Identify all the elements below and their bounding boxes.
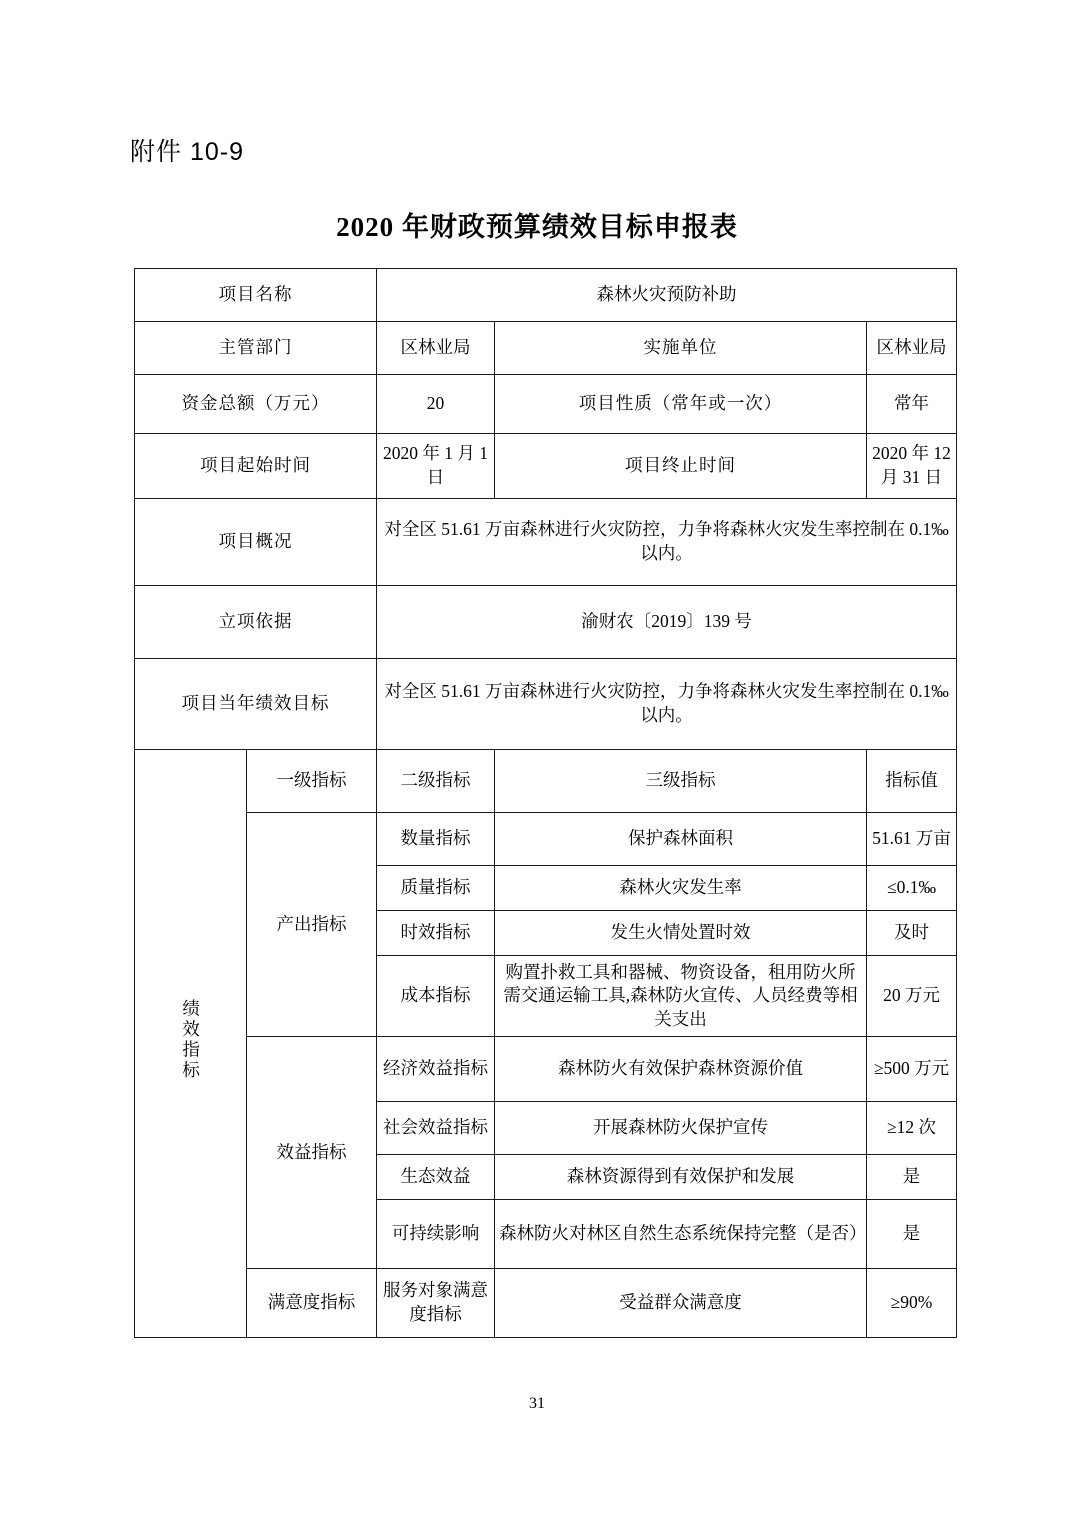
table-row: [135, 322, 957, 375]
level2-label: 数量指标: [377, 813, 495, 866]
header-level3: 三级指标: [495, 750, 867, 813]
basis-label: 立项依据: [135, 586, 377, 659]
table-row: [135, 1269, 957, 1338]
level2-label: 质量指标: [377, 866, 495, 911]
nature-label: 项目性质（常年或一次）: [495, 375, 867, 434]
group-label-satisfaction: 满意度指标: [247, 1269, 377, 1338]
table-row: [135, 813, 957, 866]
year-goal-label: 项目当年绩效目标: [135, 659, 377, 750]
table-row: [135, 499, 957, 586]
indicator-value: 20 万元: [867, 956, 957, 1037]
indicator-value: 51.61 万亩: [867, 813, 957, 866]
level3-label: 森林防火对林区自然生态系统保持完整（是否）: [495, 1200, 867, 1269]
fund-value: 20: [377, 375, 495, 434]
group-label-benefit: 效益指标: [247, 1037, 377, 1269]
indicator-value: ≤0.1‰: [867, 866, 957, 911]
page-number: 31: [529, 1395, 545, 1412]
indicator-value: ≥90%: [867, 1269, 957, 1338]
header-level1: 一级指标: [247, 750, 377, 813]
level2-label: 经济效益指标: [377, 1037, 495, 1102]
indicator-value: 是: [867, 1155, 957, 1200]
level2-label: 成本指标: [377, 956, 495, 1037]
level2-label: 服务对象满意度指标: [377, 1269, 495, 1338]
attachment-label: 附件 10-9: [130, 138, 244, 166]
page-title: 2020 年财政预算绩效目标申报表: [336, 212, 738, 242]
year-goal-value: 对全区 51.61 万亩森林进行火灾防控，力争将森林火灾发生率控制在 0.1‰以内。: [377, 659, 957, 750]
project-name-value: 森林火灾预防补助: [377, 269, 957, 322]
overview-value: 对全区 51.61 万亩森林进行火灾防控，力争将森林火灾发生率控制在 0.1‰以内。: [377, 499, 957, 586]
indicator-value: ≥500 万元: [867, 1037, 957, 1102]
table-row: [135, 269, 957, 322]
level3-label: 受益群众满意度: [495, 1269, 867, 1338]
end-value: 2020 年 12 月 31 日: [867, 434, 957, 499]
basis-value: 渝财农〔2019〕139 号: [377, 586, 957, 659]
header-level2: 二级指标: [377, 750, 495, 813]
level3-label: 开展森林防火保护宣传: [495, 1102, 867, 1155]
level3-label: 发生火情处置时效: [495, 911, 867, 956]
level2-label: 时效指标: [377, 911, 495, 956]
table-row: [135, 750, 957, 813]
overview-label: 项目概况: [135, 499, 377, 586]
table-row: [135, 1037, 957, 1102]
end-label: 项目终止时间: [495, 434, 867, 499]
project-name-label: 项目名称: [135, 269, 377, 322]
nature-value: 常年: [867, 375, 957, 434]
level3-label: 森林火灾发生率: [495, 866, 867, 911]
table-row: [135, 586, 957, 659]
level2-label: 可持续影响: [377, 1200, 495, 1269]
fund-label: 资金总额（万元）: [135, 375, 377, 434]
indicator-value: 是: [867, 1200, 957, 1269]
level3-label: 森林防火有效保护森林资源价值: [495, 1037, 867, 1102]
implementer-value: 区林业局: [867, 322, 957, 375]
dept-label: 主管部门: [135, 322, 377, 375]
table-row: [135, 659, 957, 750]
indicator-value: ≥12 次: [867, 1102, 957, 1155]
start-label: 项目起始时间: [135, 434, 377, 499]
level2-label: 社会效益指标: [377, 1102, 495, 1155]
dept-value: 区林业局: [377, 322, 495, 375]
indicator-value: 及时: [867, 911, 957, 956]
implementer-label: 实施单位: [495, 322, 867, 375]
level3-label: 购置扑救工具和器械、物资设备，租用防火所需交通运输工具,森林防火宣传、人员经费等相关支出: [495, 956, 867, 1037]
level3-label: 保护森林面积: [495, 813, 867, 866]
level3-label: 森林资源得到有效保护和发展: [495, 1155, 867, 1200]
table-row: [135, 375, 957, 434]
level2-label: 生态效益: [377, 1155, 495, 1200]
start-value: 2020 年 1 月 1 日: [377, 434, 495, 499]
group-label-output: 产出指标: [247, 813, 377, 1037]
indicators-section-text: 绩效指标: [180, 999, 201, 1082]
header-value: 指标值: [867, 750, 957, 813]
performance-target-form: [134, 268, 957, 1338]
indicators-section-label: [135, 750, 247, 1338]
table-row: [135, 434, 957, 499]
